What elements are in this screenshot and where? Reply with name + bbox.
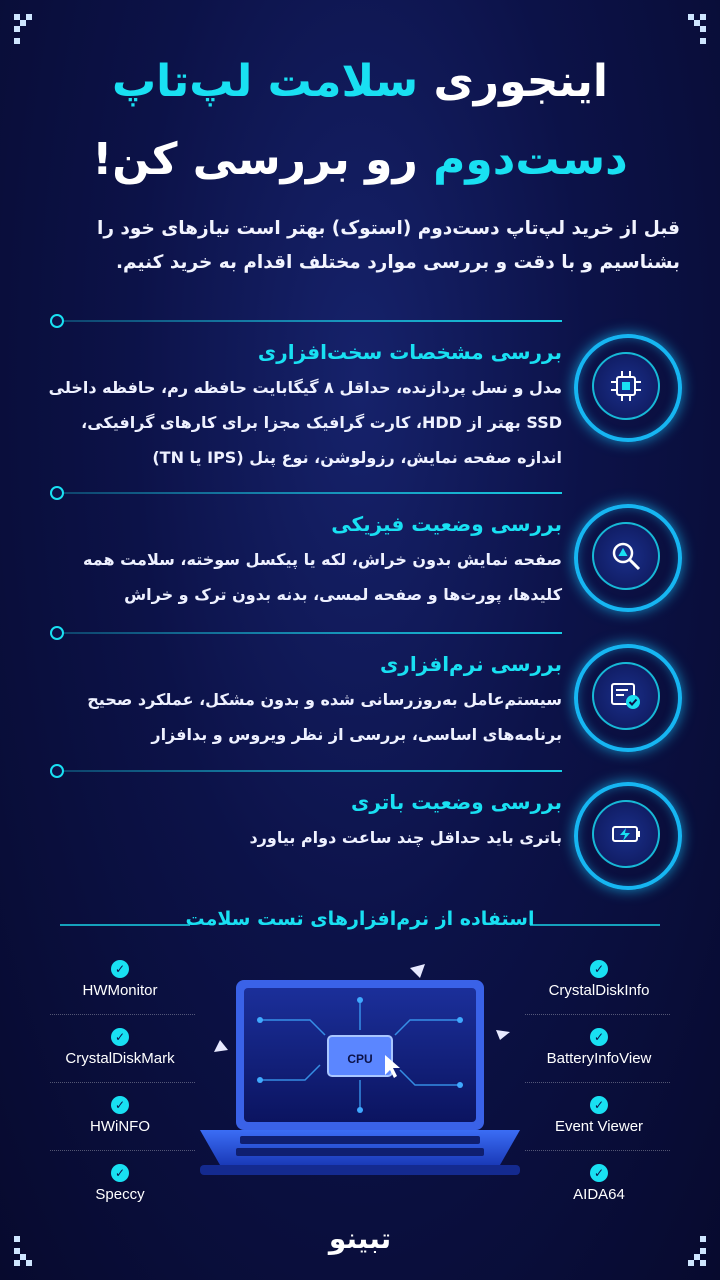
- physical-icon-ring: [574, 504, 682, 612]
- tool-name: Speccy: [95, 1186, 145, 1203]
- section-body-software: سیستم‌عامل به‌روزرسانی شده و بدون مشکل، عملکرد صحیح برنامه‌های اساسی، بررسی از نظر ویروس و بدافزار: [87, 690, 562, 744]
- check-icon: ✓: [590, 1028, 608, 1046]
- hardware-icon-ring: [574, 334, 682, 442]
- title-highlight: سلامت لپ‌تاپ: [111, 56, 419, 107]
- section-title-battery: بررسی وضعیت باتری: [351, 790, 562, 814]
- title-highlight: دست‌دوم: [433, 134, 628, 185]
- intro-paragraph: قبل از خرید لپ‌تاپ دست‌دوم (استوک) بهتر است نیازهای خود را بشناسیم و با دقت و بررسی موارد مختلف اقدام به خرید کنیم.: [96, 218, 680, 273]
- corner-dots-icon: [14, 14, 44, 44]
- cpu-icon: [608, 368, 644, 404]
- laptop-illustration: [200, 960, 520, 1200]
- tool-separator: [50, 1014, 195, 1016]
- title-text: رو بررسی کن!: [92, 134, 418, 185]
- section-body-physical: صفحه نمایش بدون خراش، لکه یا پیکسل سوخته، سلامت همه کلیدها، پورت‌ها و صفحه لمسی، بدنه بدون ترک و خراش: [83, 550, 562, 604]
- tool-separator: [525, 1082, 670, 1084]
- check-icon: ✓: [111, 1096, 129, 1114]
- magnifier-icon: [608, 538, 644, 574]
- check-icon: ✓: [590, 1096, 608, 1114]
- corner-dots-icon: [676, 14, 706, 44]
- tool-name: Event Viewer: [554, 1118, 644, 1135]
- section-body-hardware: مدل و نسل پردازنده، حداقل ۸ گیگابایت حافظه رم، حافظه داخلی SSD بهتر از HDD، کارت گرافیک مجزا برای کارهای گرافیکی، اندازه صفحه نمایش، رزولوشن، نوع پنل (IPS یا TN): [48, 378, 562, 467]
- software-icon-ring: [574, 644, 682, 752]
- brand-logo: تبینو: [328, 1222, 392, 1255]
- battery-icon-ring: [574, 782, 682, 890]
- tool-name: CrystalDiskInfo: [548, 982, 650, 999]
- check-icon: ✓: [590, 960, 608, 978]
- tool-separator: [50, 1150, 195, 1152]
- title-text: اینجوری: [433, 56, 609, 107]
- section-title-software: بررسی نرم‌افزاری: [379, 652, 562, 676]
- section-divider: [62, 492, 562, 494]
- tool-name: HWMonitor: [82, 982, 158, 999]
- tool-separator: [525, 1150, 670, 1152]
- software-heading: استفاده از نرم‌افزارهای تست سلامت: [185, 908, 535, 930]
- page-title-line-2: [0, 130, 720, 190]
- section-divider: [62, 320, 562, 322]
- section-divider: [62, 632, 562, 634]
- check-icon: ✓: [111, 960, 129, 978]
- page-title-line-1: [0, 52, 720, 112]
- check-icon: ✓: [111, 1164, 129, 1182]
- tool-separator: [50, 1082, 195, 1084]
- tool-name: HWiNFO: [90, 1118, 150, 1135]
- section-divider: [62, 770, 562, 772]
- tool-name: BatteryInfoView: [546, 1050, 652, 1067]
- software-check-icon: [608, 678, 644, 714]
- tool-name: CrystalDiskMark: [65, 1050, 175, 1067]
- tool-name: AIDA64: [573, 1186, 625, 1203]
- section-body-battery: باتری باید حداقل چند ساعت دوام بیاورد: [249, 828, 562, 847]
- cpu-chip-label: CPU: [347, 1052, 373, 1066]
- section-title-physical: بررسی وضعیت فیزیکی: [331, 512, 562, 536]
- check-icon: ✓: [590, 1164, 608, 1182]
- check-icon: ✓: [111, 1028, 129, 1046]
- battery-icon: [608, 816, 644, 852]
- section-title-hardware: بررسی مشخصات سخت‌افزاری: [257, 340, 562, 364]
- tool-separator: [525, 1014, 670, 1016]
